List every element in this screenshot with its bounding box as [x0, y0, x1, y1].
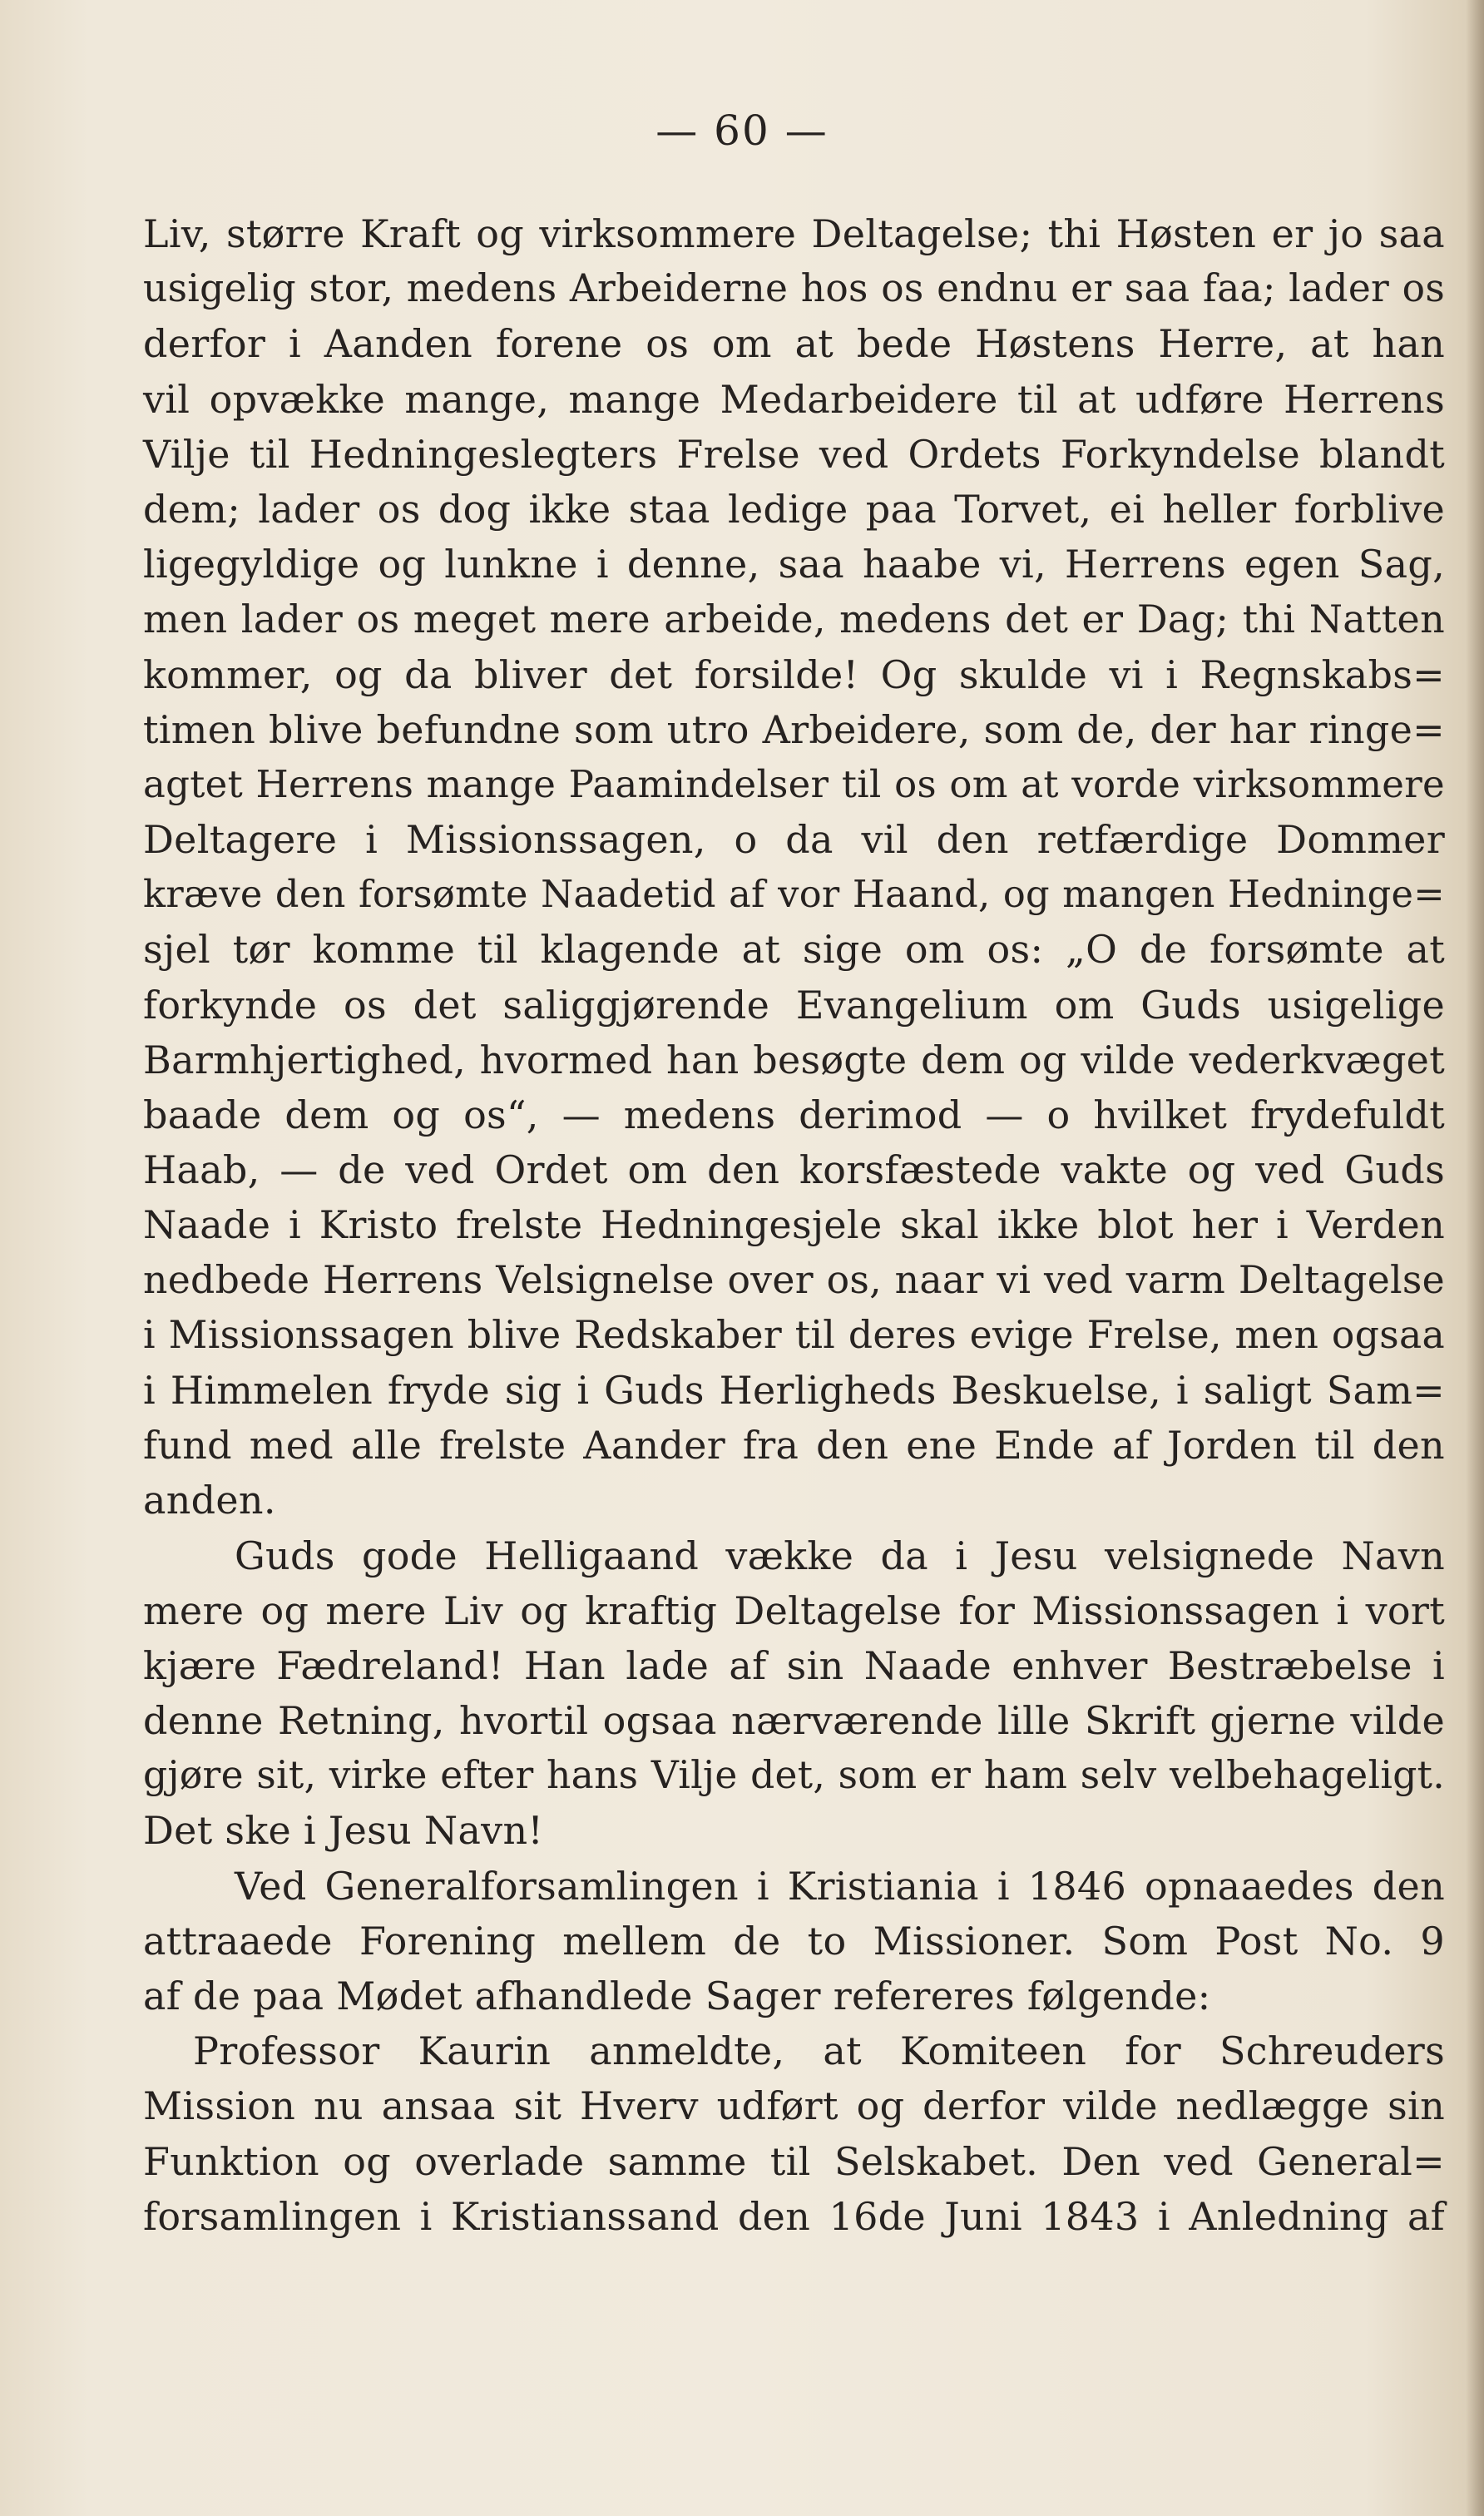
- body-text: [143, 206, 1445, 2244]
- text-line: nedbede Herrens Velsignelse over os, naar vi ved varm Deltagelse: [143, 1257, 1445, 1302]
- text-line: Det ske i Jesu Navn!: [143, 1808, 544, 1854]
- text-line: Funktion og overlade samme til Selskabet. Den ved General=: [143, 2138, 1445, 2184]
- text-line: fund med alle frelste Aander fra den ene Ende af Jorden til den: [143, 1423, 1445, 1468]
- text-line: Naade i Kristo frelste Hedningesjele skal ikke blot her i Verden: [143, 1202, 1445, 1248]
- text-line: Mission nu ansaa sit Hverv udført og derfor vilde nedlægge sin: [143, 2083, 1445, 2129]
- text-line: gjøre sit, virke efter hans Vilje det, som er ham selv velbehageligt.: [143, 1753, 1445, 1798]
- text-line: baade dem og os“, — medens derimod — o hvilket frydefuldt: [143, 1092, 1445, 1137]
- text-line: attraaede Forening mellem de to Missioner. Som Post No. 9: [143, 1918, 1445, 1964]
- text-line: Barmhjertighed, hvormed han besøgte dem og vilde vederkvæget: [143, 1037, 1445, 1082]
- text-line: sjel tør komme til klagende at sige om os: „O de forsømte at: [143, 927, 1445, 973]
- text-line: vil opvække mange, mange Medarbeidere til at udføre Herrens: [143, 376, 1445, 422]
- text-line: i Himmelen fryde sig i Guds Herligheds Beskuelse, i saligt Sam=: [143, 1367, 1445, 1413]
- text-line: forsamlingen i Kristianssand den 16de Juni 1843 i Anledning af: [143, 2193, 1445, 2239]
- text-line: forkynde os det saliggjørende Evangelium om Guds usigelige: [143, 982, 1445, 1028]
- text-line: kræve den forsømte Naadetid af vor Haand, og mangen Hedninge=: [143, 873, 1445, 917]
- text-line: Guds gode Helligaand vække da i Jesu velsignede Navn: [235, 1533, 1445, 1578]
- binding-shadow: [1466, 0, 1484, 2516]
- text-line: Liv, større Kraft og virksommere Deltagelse; thi Høsten er jo saa: [143, 211, 1445, 256]
- text-line: men lader os meget mere arbeide, medens det er Dag; thi Natten: [143, 597, 1445, 642]
- text-line: dem; lader os dog ikke staa ledige paa Torvet, ei heller forblive: [143, 486, 1445, 532]
- text-line: Ved Generalforsamlingen i Kristiania i 1846 opnaaedes den: [235, 1863, 1445, 1909]
- text-line: anden.: [143, 1478, 276, 1523]
- text-line: timen blive befundne som utro Arbeidere, som de, der har ringe=: [143, 706, 1445, 752]
- text-line: derfor i Aanden forene os om at bede Høstens Herre, at han: [143, 321, 1445, 367]
- text-line: af de paa Mødet afhandlede Sager refereres følgende:: [143, 1974, 1211, 2018]
- text-line: Deltagere i Missionssagen, o da vil den retfærdige Dommer: [143, 817, 1445, 863]
- text-line: mere og mere Liv og kraftig Deltagelse for Missionssagen i vort: [143, 1587, 1445, 1633]
- text-line: agtet Herrens mange Paamindelser til os om at vorde virksommere: [143, 761, 1445, 806]
- text-line: denne Retning, hvortil ogsaa nærværende lille Skrift gjerne vilde: [143, 1698, 1445, 1744]
- text-line: kjære Fædreland! Han lade af sin Naade enhver Bestræbelse i: [143, 1642, 1445, 1688]
- page-number: — 60 —: [655, 106, 829, 155]
- text-line: ligegyldige og lunkne i denne, saa haabe vi, Herrens egen Sag,: [143, 542, 1445, 587]
- text-line: usigelig stor, medens Arbeiderne hos os endnu er saa faa; lader os: [143, 266, 1445, 311]
- text-line: kommer, og da bliver det forsilde! Og skulde vi i Regnskabs=: [143, 651, 1445, 697]
- text-line: Professor Kaurin anmeldte, at Komiteen for Schreuders: [193, 2028, 1445, 2074]
- text-line: i Missionssagen blive Redskaber til deres evige Frelse, men ogsaa: [143, 1312, 1445, 1357]
- text-line: Vilje til Hedningeslegters Frelse ved Ordets Forkyndelse blandt: [143, 431, 1445, 477]
- text-line: Haab, — de ved Ordet om den korsfæstede vakte og ved Guds: [143, 1147, 1445, 1193]
